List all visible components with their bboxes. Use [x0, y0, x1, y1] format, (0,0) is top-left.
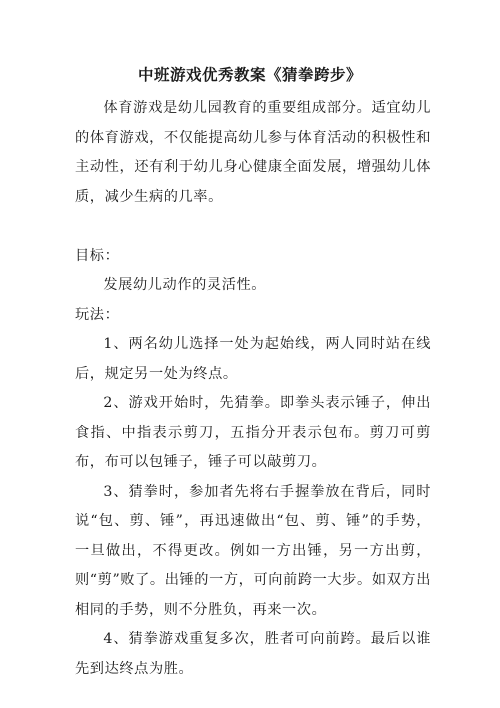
- play-heading: 玩法：: [75, 306, 120, 323]
- step-1: 1、两名幼儿选择一处为起始线，两人同时站在线后，规定另一处为终点。: [75, 336, 431, 382]
- step-3: 3、猜拳时，参加者先将右手握拳放在背后，同时说“包、剪、锤”，再迅速做出“包、剪、锤”的手势，一旦做出，不得更改。例如一方出锤，另一方出剪，则“剪”败了。出锤的一方，可向前跨一大步。如双方出相同的手势，则不分胜负，再来一次。: [75, 483, 431, 618]
- step-4: 4、猜拳游戏重复多次，胜者可向前跨。最后以谁先到达终点为胜。: [75, 631, 431, 677]
- intro-paragraph: 体育游戏是幼儿园教育的重要组成部分。适宜幼儿的体育游戏，不仅能提高幼儿参与体育活动的积极性和主动性，还有利于幼儿身心健康全面发展，增强幼儿体质，减少生病的几率。: [75, 100, 431, 205]
- goal-heading: 目标：: [75, 247, 120, 264]
- document-body: [75, 94, 431, 684]
- goal-text: 发展幼儿动作的灵活性。: [103, 277, 267, 293]
- paragraph-spacer: [75, 212, 431, 242]
- document-title: 中班游戏优秀教案《猜拳跨步》: [137, 66, 362, 84]
- step-2: 2、游戏开始时，先猜拳。即拳头表示锤子，伸出食指、中指表示剪刀，五指分开表示包布。剪刀可剪布，布可以包锤子，锤子可以敲剪刀。: [75, 395, 431, 470]
